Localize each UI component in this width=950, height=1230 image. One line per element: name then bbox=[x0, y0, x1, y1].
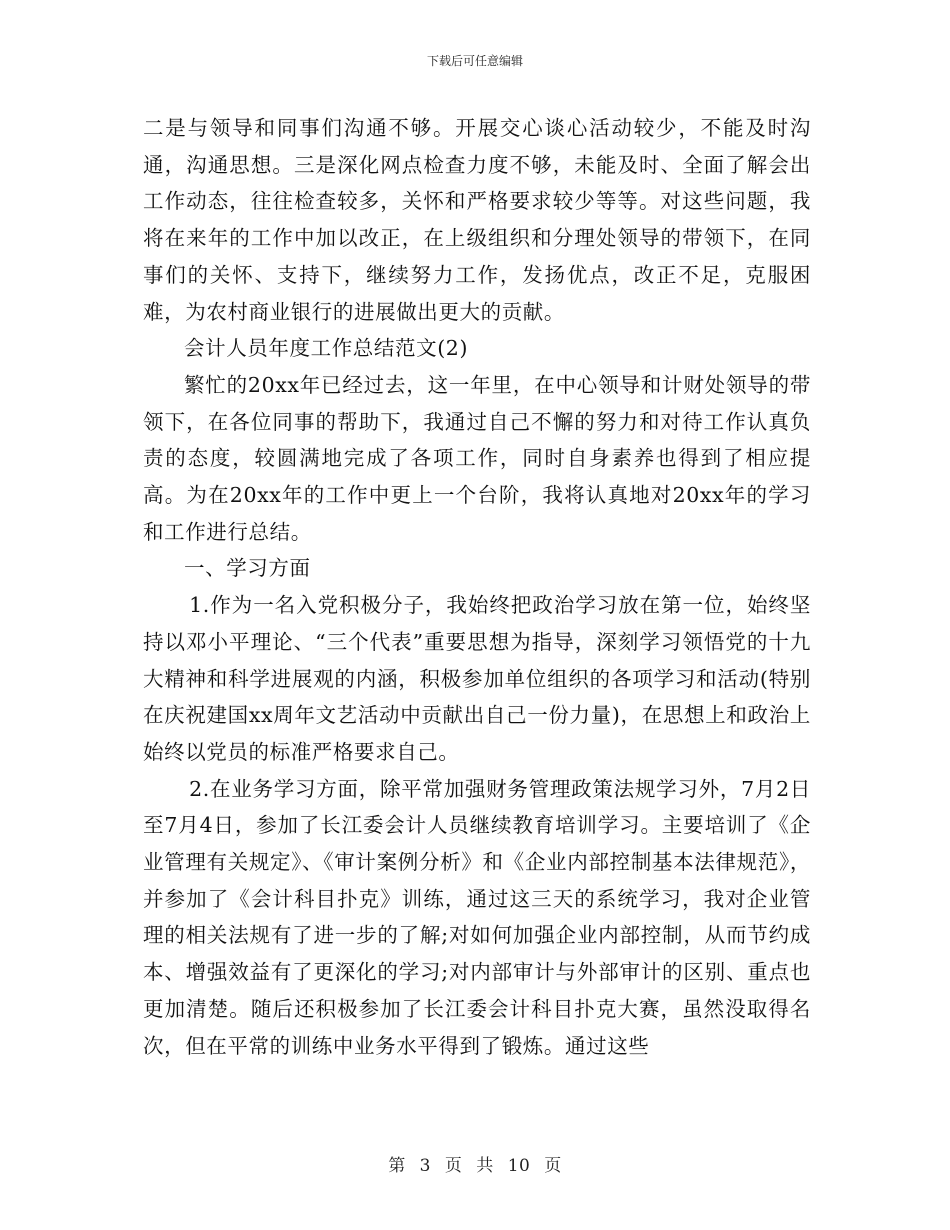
header-note: 下载后可任意编辑 bbox=[426, 54, 523, 68]
footer-label-ye-2: 页 bbox=[544, 1156, 562, 1176]
footer-label-ye: 页 bbox=[444, 1156, 463, 1176]
paragraph-intro: 繁忙的20xx年已经过去，这一年里，在中心领导和计财处领导的带领下，在各位同事的帮助下，我通过自己不懈的努力和对待工作认真负责的态度，较圆满地完成了各项工作，同时自身素养也得到了相应提高。为在20xx年的工作中更上一个台阶，我将认真地对20xx年的学习和工作进行总结。 bbox=[143, 372, 811, 544]
paragraph-item-2: 2.在业务学习方面，除平常加强财务管理政策法规学习外，7月2日至7月4日，参加了长江委会计人员继续教育培训学习。主要培训了《企业管理有关规定》、《审计案例分析》和《企业内部控制基本法律规范》，并参加了《会计科目扑克》训练，通过这三天的系统学习，我对企业管理的相关法规有了进一步的了解;对如何加强企业内部控制，从而节约成本、增强效益有了更深化的学习;对内部审计与外部审计的区别、重点也更加清楚。随后还积极参加了长江委会计科目扑克大赛，虽然没取得名次，但在平常的训练中业务水平得到了锻炼。通过这些 bbox=[143, 776, 811, 1058]
paragraph-continuation: 二是与领导和同事们沟通不够。开展交心谈心活动较少，不能及时沟通，沟通思想。三是深化网点检查力度不够，未能及时、全面了解会出工作动态，往往检查较多，关怀和严格要求较少等等。对这些问题，我将在来年的工作中加以改正，在上级组织和分理处领导的带领下，在同事们的关怀、支持下，继续努力工作，发扬优点，改正不足，克服困难，为农村商业银行的进展做出更大的贡献。 bbox=[143, 116, 811, 324]
document-body bbox=[143, 110, 811, 1064]
section-heading-study: 一、学习方面 bbox=[184, 556, 311, 581]
paragraph-item-1: 1.作为一名入党积极分子，我始终把政治学习放在第一位，始终坚持以邓小平理论、“三个代表”重要思想为指导，深刻学习领悟党的十九大精神和科学进展观的内涵，积极参加单位组织的各项学习和活动(特别在庆祝建国xx周年文艺活动中贡献出自己一份力量)，在思想上和政治上始终以党员的标准严格要求自己。 bbox=[143, 593, 811, 764]
footer-label-gong: 共 bbox=[476, 1156, 494, 1176]
section-title: 会计人员年度工作总结范文(2) bbox=[184, 336, 469, 361]
footer-label-di: 第 bbox=[388, 1156, 406, 1176]
page-number-total: 10 bbox=[507, 1156, 531, 1176]
page-number-current: 3 bbox=[419, 1156, 431, 1176]
page-footer bbox=[0, 1151, 950, 1176]
